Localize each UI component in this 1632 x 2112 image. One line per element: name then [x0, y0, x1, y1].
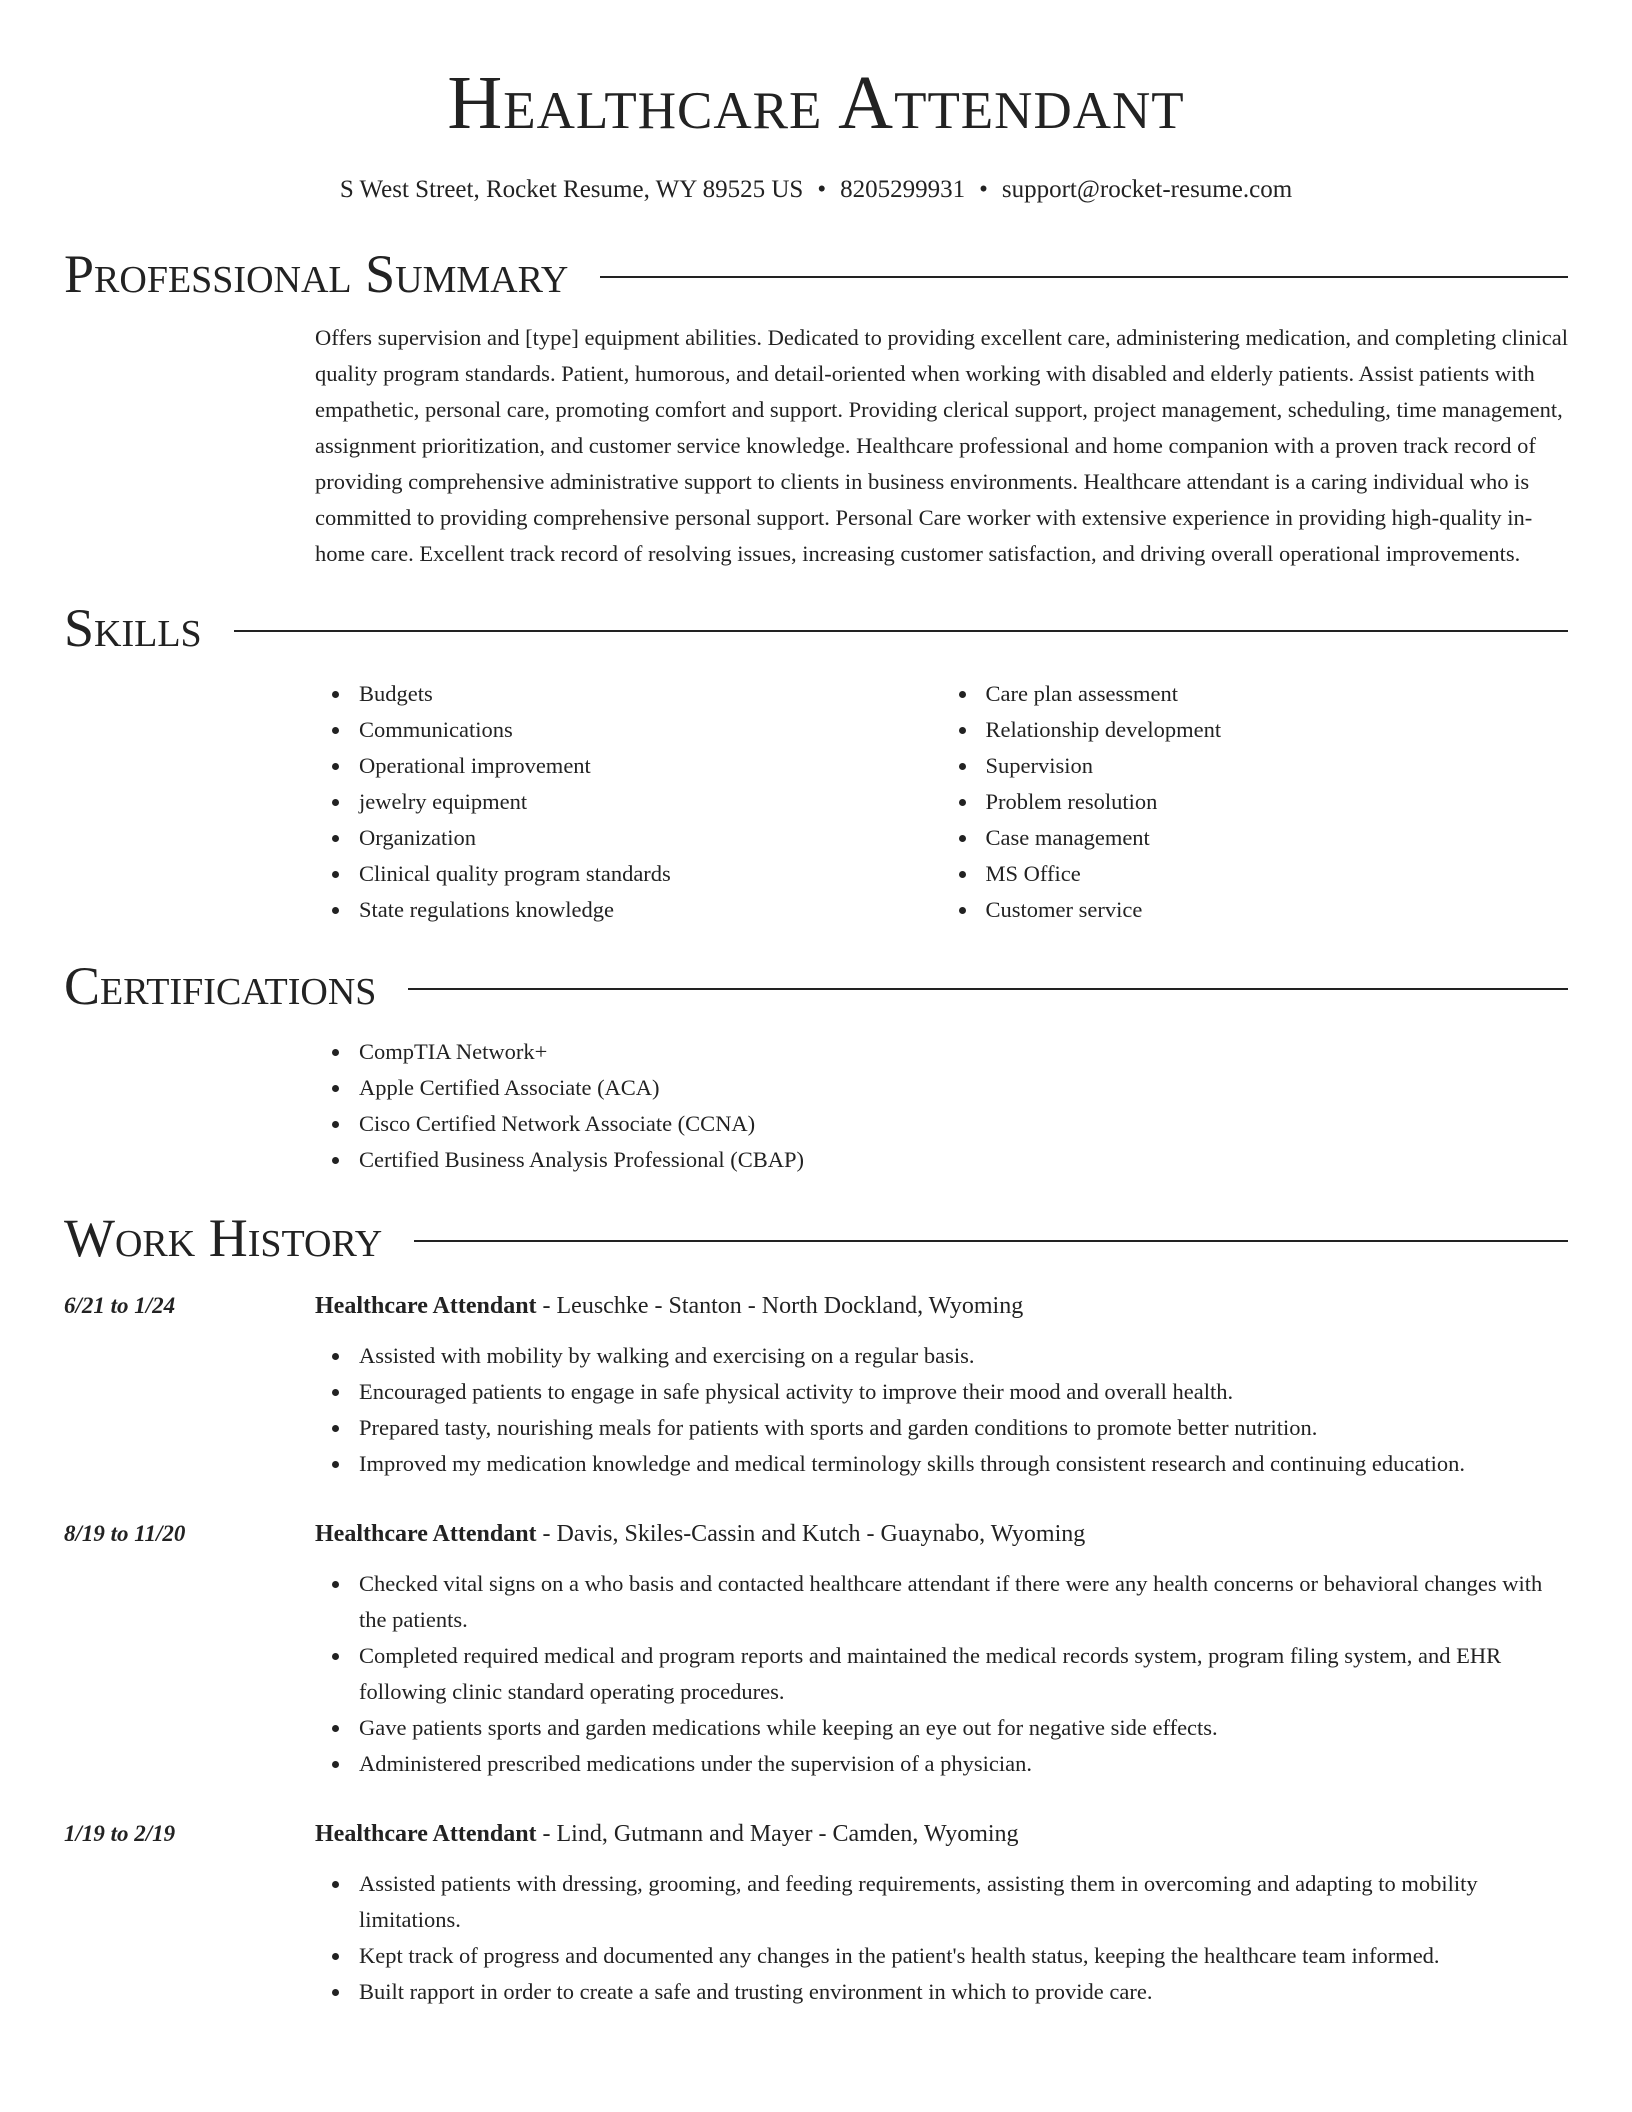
job-duty-text: Kept track of progress and documented any changes in the patient's health status, keeping the healthcare team informed.: [359, 1943, 1440, 1968]
bullet-icon: [959, 763, 966, 770]
skill-label: Operational improvement: [359, 753, 591, 778]
work-history-entry: [64, 1816, 1568, 2010]
contact-line: [64, 174, 1568, 206]
contact-email: support@rocket-resume.com: [1001, 176, 1293, 203]
certification-label: Certified Business Analysis Professional (CBAP): [359, 1147, 804, 1172]
skill-label: jewelry equipment: [359, 789, 528, 814]
skill-item: [942, 784, 1569, 820]
job-duties: [315, 1866, 1568, 2010]
summary-text: Offers supervision and [type] equipment abilities. Dedicated to providing excellent care, administering medication, and completing clinical quality program standards. Patient, humorous, and detail-oriented when working with disabled and elderly patients. Assist patients with empathetic, personal care, promoting comfort and support. Providing clerical support, project management, scheduling, time management, assignment prioritization, and customer service knowledge. Healthcare professional and home companion with a proven track record of providing comprehensive administrative support to clients in business environments. Healthcare attendant is a caring individual who is committed to providing comprehensive personal support. Personal Care worker with extensive experience in providing high-quality in-home care. Excellent track record of resolving issues, increasing customer satisfaction, and driving overall operational improvements.: [315, 325, 1568, 566]
job-dates: 6/21 to 1/24: [64, 1293, 176, 1318]
skill-item: [315, 748, 942, 784]
certification-item: [315, 1070, 1568, 1106]
job-duty-item: [315, 1746, 1568, 1782]
bullet-icon: [332, 871, 339, 878]
job-duty-text: Assisted patients with dressing, grooming, and feeding requirements, assisting them in overcoming and adapting to mobility limitations.: [359, 1871, 1478, 1932]
job-duty-item: [315, 1974, 1568, 2010]
job-duty-item: [315, 1410, 1568, 1446]
job-duty-text: Assisted with mobility by walking and exercising on a regular basis.: [359, 1343, 975, 1368]
resume-name: Healthcare Attendant: [447, 61, 1185, 145]
bullet-icon: [959, 907, 966, 914]
job-company: - Leuschke - Stanton - North Dockland, Wyoming: [536, 1293, 1024, 1319]
skill-item: [942, 748, 1569, 784]
job-duty-text: Encouraged patients to engage in safe physical activity to improve their mood and overall health.: [359, 1379, 1234, 1404]
resume-page: [64, 0, 1568, 2010]
bullet-icon: [959, 727, 966, 734]
job-duty-item: [315, 1710, 1568, 1746]
job-duties: [315, 1338, 1568, 1482]
skill-label: Communications: [359, 717, 513, 742]
certification-item: [315, 1034, 1568, 1070]
bullet-icon: [332, 907, 339, 914]
certifications-section-title: Certifications: [64, 956, 377, 1016]
certification-item: [315, 1106, 1568, 1142]
skills-list: [315, 676, 1568, 928]
skill-item: [942, 712, 1569, 748]
bullet-icon: [332, 1157, 339, 1164]
job-duty-text: Improved my medication knowledge and medical terminology skills through consistent research and continuing education.: [359, 1451, 1465, 1476]
job-company: - Lind, Gutmann and Mayer - Camden, Wyoming: [536, 1821, 1019, 1847]
certification-label: Cisco Certified Network Associate (CCNA): [359, 1111, 756, 1136]
job-header: [315, 1816, 1568, 1852]
contact-address: S West Street, Rocket Resume, WY 89525 US: [339, 176, 804, 203]
bullet-icon: [332, 1725, 339, 1732]
bullet-icon: [332, 835, 339, 842]
bullet-icon: [332, 1121, 339, 1128]
work-history-entry: [64, 1288, 1568, 1482]
bullet-icon: [332, 1953, 339, 1960]
bullet-icon: [332, 727, 339, 734]
skill-label: State regulations knowledge: [359, 897, 614, 922]
skill-item: [315, 856, 942, 892]
section-divider: [408, 988, 1568, 990]
certification-label: Apple Certified Associate (ACA): [359, 1075, 660, 1100]
section-divider: [414, 1240, 1568, 1242]
job-title: Healthcare Attendant: [315, 1821, 537, 1847]
bullet-icon: [959, 691, 966, 698]
section-divider: [234, 630, 1568, 632]
job-duty-text: Gave patients sports and garden medications while keeping an eye out for negative side effects.: [359, 1715, 1218, 1740]
bullet-icon: [332, 1581, 339, 1588]
bullet-icon: [332, 1989, 339, 1996]
skill-label: Budgets: [359, 681, 433, 706]
job-duty-text: Checked vital signs on a who basis and contacted healthcare attendant if there were any health concerns or behavioral changes with the patients.: [359, 1571, 1543, 1632]
skills-section-title: Skills: [64, 598, 202, 658]
skill-label: Case management: [985, 825, 1150, 850]
bullet-icon: [332, 1389, 339, 1396]
certifications-section-header: [64, 956, 1568, 1016]
job-duty-text: Completed required medical and program reports and maintained the medical records system, program filing system, and EHR following clinic standard operating procedures.: [359, 1643, 1502, 1704]
job-company: - Davis, Skiles-Cassin and Kutch - Guaynabo, Wyoming: [536, 1521, 1086, 1547]
job-duty-item: [315, 1638, 1568, 1710]
work-history-entry: [64, 1516, 1568, 1782]
bullet-icon: [959, 835, 966, 842]
job-dates: 1/19 to 2/19: [64, 1821, 176, 1846]
bullet-icon: [332, 763, 339, 770]
contact-separator: •: [817, 176, 827, 203]
skill-label: MS Office: [985, 861, 1081, 886]
job-duty-item: [315, 1866, 1568, 1938]
bullet-icon: [332, 1653, 339, 1660]
bullet-icon: [332, 1049, 339, 1056]
contact-separator: •: [979, 176, 988, 203]
bullet-icon: [332, 1761, 339, 1768]
bullet-icon: [332, 799, 339, 806]
summary-section-header: [64, 244, 1568, 304]
job-dates: 8/19 to 11/20: [64, 1521, 186, 1546]
job-header: [315, 1516, 1568, 1552]
skill-item: [315, 712, 942, 748]
job-duty-text: Administered prescribed medications under the supervision of a physician.: [359, 1751, 1032, 1776]
work-history-section-header: [64, 1208, 1568, 1268]
skill-label: Care plan assessment: [985, 681, 1178, 706]
certification-label: CompTIA Network+: [359, 1039, 548, 1064]
job-title: Healthcare Attendant: [315, 1521, 537, 1547]
section-divider: [600, 276, 1568, 278]
summary-section-title: Professional Summary: [64, 244, 569, 304]
skill-label: Clinical quality program standards: [359, 861, 671, 886]
job-duty-item: [315, 1446, 1568, 1482]
job-duty-item: [315, 1374, 1568, 1410]
bullet-icon: [959, 799, 966, 806]
contact-phone: 8205299931: [840, 176, 966, 203]
skill-label: Supervision: [985, 753, 1094, 778]
certifications-items: [315, 1034, 1568, 1178]
bullet-icon: [332, 1085, 339, 1092]
bullet-icon: [332, 1881, 339, 1888]
skill-item: [942, 856, 1569, 892]
skill-item: [942, 676, 1569, 712]
job-duty-text: Prepared tasty, nourishing meals for patients with sports and garden conditions to promote better nutrition.: [359, 1415, 1318, 1440]
job-duties: [315, 1566, 1568, 1782]
skill-item: [942, 820, 1569, 856]
bullet-icon: [959, 871, 966, 878]
skill-label: Relationship development: [985, 717, 1222, 742]
job-duty-item: [315, 1338, 1568, 1374]
work-history-section-title: Work History: [64, 1208, 383, 1268]
job-header: [315, 1288, 1568, 1324]
bullet-icon: [332, 1353, 339, 1360]
job-duty-item: [315, 1566, 1568, 1638]
certifications-list: [315, 1034, 1568, 1178]
job-duty-item: [315, 1938, 1568, 1974]
skill-label: Organization: [359, 825, 477, 850]
skill-item: [315, 892, 942, 928]
certification-item: [315, 1142, 1568, 1178]
skill-item: [315, 784, 942, 820]
bullet-icon: [332, 1461, 339, 1468]
skills-left-column: [315, 676, 942, 928]
job-title: Healthcare Attendant: [315, 1293, 537, 1319]
job-duty-text: Built rapport in order to create a safe and trusting environment in which to provide care.: [359, 1979, 1153, 2004]
bullet-icon: [332, 691, 339, 698]
bullet-icon: [332, 1425, 339, 1432]
skills-section-header: [64, 598, 1568, 658]
skill-item: [315, 676, 942, 712]
skill-label: Problem resolution: [985, 789, 1158, 814]
skill-item: [942, 892, 1569, 928]
skills-right-column: [942, 676, 1569, 928]
skill-item: [315, 820, 942, 856]
skill-label: Customer service: [985, 897, 1143, 922]
